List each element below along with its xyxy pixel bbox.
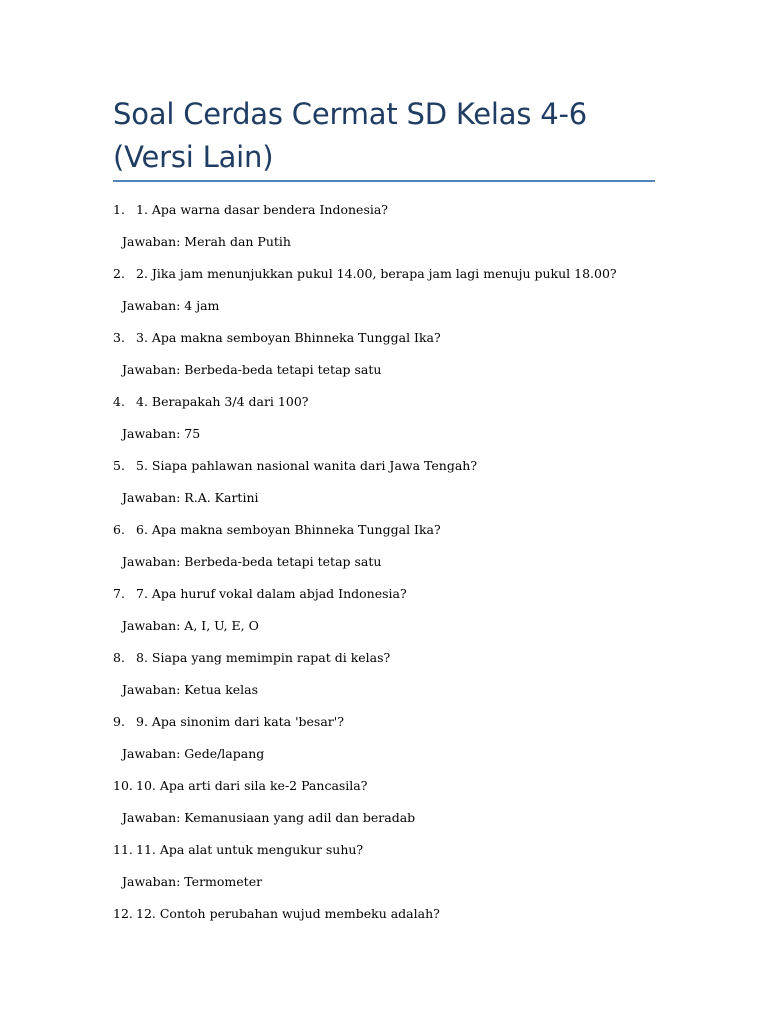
question-text: 7. Apa huruf vokal dalam abjad Indonesia? [136, 586, 407, 601]
question-line [113, 583, 407, 605]
question-line [113, 199, 388, 221]
question-item [113, 263, 673, 327]
question-line [113, 519, 441, 541]
question-item [113, 519, 673, 583]
question-text: 4. Berapakah 3/4 dari 100? [136, 394, 309, 409]
question-text: 2. Jika jam menunjukkan pukul 14.00, berapa jam lagi menuju pukul 18.00? [136, 266, 617, 281]
answer-text: Jawaban: Berbeda-beda tetapi tetap satu [122, 362, 382, 377]
question-item [113, 903, 673, 967]
question-item [113, 391, 673, 455]
answer-text: Jawaban: A, I, U, E, O [122, 618, 259, 633]
question-number: 2. [113, 266, 125, 281]
question-number: 5. [113, 458, 125, 473]
question-text: 12. Contoh perubahan wujud membeku adalah? [136, 906, 440, 921]
question-text: 9. Apa sinonim dari kata 'besar'? [136, 714, 344, 729]
question-number: 12. [113, 906, 133, 921]
question-line [113, 263, 617, 285]
question-item [113, 199, 673, 263]
title-underline [113, 180, 655, 182]
question-line [113, 327, 441, 349]
answer-text: Jawaban: Ketua kelas [122, 682, 259, 697]
answer-text: Jawaban: R.A. Kartini [122, 490, 259, 505]
document-title: Soal Cerdas Cermat SD Kelas 4-6 (Versi Lain) [113, 97, 588, 174]
answer-text: Jawaban: Merah dan Putih [122, 234, 291, 249]
question-list [113, 199, 673, 967]
question-number: 9. [113, 714, 125, 729]
question-item [113, 775, 673, 839]
question-text: 6. Apa makna semboyan Bhinneka Tunggal Ika? [136, 522, 441, 537]
question-text: 11. Apa alat untuk mengukur suhu? [136, 842, 364, 857]
question-number: 3. [113, 330, 125, 345]
answer-text: Jawaban: Kemanusiaan yang adil dan beradab [122, 810, 416, 825]
question-number: 10. [113, 778, 133, 793]
question-line [113, 455, 477, 477]
answer-text: Jawaban: 4 jam [122, 298, 220, 313]
answer-text: Jawaban: 75 [122, 426, 201, 441]
question-text: 5. Siapa pahlawan nasional wanita dari Jawa Tengah? [136, 458, 478, 473]
question-number: 4. [113, 394, 125, 409]
answer-text: Jawaban: Berbeda-beda tetapi tetap satu [122, 554, 382, 569]
question-item [113, 647, 673, 711]
answer-text: Jawaban: Termometer [122, 874, 263, 889]
question-text: 3. Apa makna semboyan Bhinneka Tunggal Ika? [136, 330, 441, 345]
question-line [113, 647, 390, 669]
answer-text: Jawaban: Gede/lapang [122, 746, 265, 761]
question-number: 6. [113, 522, 125, 537]
question-line [113, 775, 367, 797]
question-line [113, 711, 344, 733]
question-text: 8. Siapa yang memimpin rapat di kelas? [136, 650, 391, 665]
question-item [113, 455, 673, 519]
question-number: 7. [113, 586, 125, 601]
question-number: 11. [113, 842, 133, 857]
question-item [113, 327, 673, 391]
question-text: 1. Apa warna dasar bendera Indonesia? [136, 202, 389, 217]
question-item [113, 839, 673, 903]
question-line [113, 391, 308, 413]
question-text: 10. Apa arti dari sila ke-2 Pancasila? [136, 778, 368, 793]
question-number: 1. [113, 202, 125, 217]
question-line [113, 839, 363, 861]
question-item [113, 711, 673, 775]
question-item [113, 583, 673, 647]
question-line [113, 903, 440, 925]
question-number: 8. [113, 650, 125, 665]
